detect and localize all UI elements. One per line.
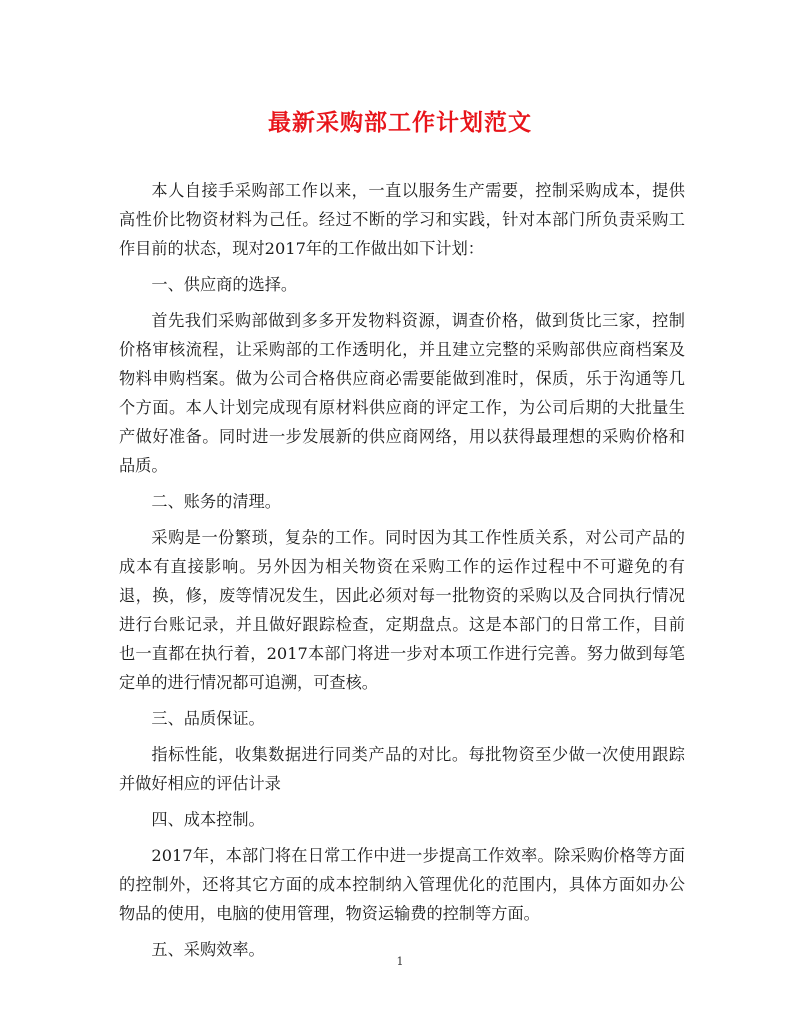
section-heading-accounts: 二、账务的清理。 <box>151 492 281 511</box>
paragraph-supplier: 首先我们采购部做到多多开发物料资源，调查价格，做到货比三家，控制价格审核流程，让采购部的工作透明化，并且建立完整的采购部供应商档案及物料申购档案。做为公司合格供应商必需要能做到准时，保质，乐于沟通等几个方面。本人计划完成现有原材料供应商的评定工作，为公司后期的大批量生产做好准备。同时进一步发展新的供应商网络，用以获得最理想的采购价格和品质。 <box>119 311 685 475</box>
document-title: 最新采购部工作计划范文 <box>268 109 532 136</box>
document-body <box>119 176 685 964</box>
paragraph-accounts: 采购是一份繁琐，复杂的工作。同时因为其工作性质关系，对公司产品的成本有直接影响。另外因为相关物资在采购工作的运作过程中不可避免的有退，换，修，废等情况发生，因此必须对每一批物资的采购以及合同执行情况进行台账记录，并且做好跟踪检查，定期盘点。这是本部门的日常工作，目前也一直都在执行着，2017本部门将进一步对本项工作进行完善。努力做到每笔定单的进行情况都可追溯，可查核。 <box>119 528 685 692</box>
section-heading-efficiency: 五、采购效率。 <box>151 940 265 959</box>
paragraph-cost: 2017年，本部门将在日常工作中进一步提高工作效率。除采购价格等方面的控制外，还将其它方面的成本控制纳入管理优化的范围内，具体方面如办公物品的使用，电脑的使用管理，物资运输费的控制等方面。 <box>119 846 685 923</box>
paragraph-quality: 指标性能，收集数据进行同类产品的对比。每批物资至少做一次使用跟踪并做好相应的评估计录 <box>119 745 685 793</box>
section-heading-cost: 四、成本控制。 <box>151 810 265 829</box>
intro-paragraph: 本人自接手采购部工作以来，一直以服务生产需要，控制采购成本，提供高性价比物资材料为己任。经过不断的学习和实践，针对本部门所负责采购工作目前的状态，现对2017年的工作做出如下计划： <box>119 181 685 258</box>
page-number: 1 <box>396 955 404 968</box>
section-heading-quality: 三、品质保证。 <box>151 709 265 728</box>
section-heading-supplier: 一、供应商的选择。 <box>151 275 298 294</box>
